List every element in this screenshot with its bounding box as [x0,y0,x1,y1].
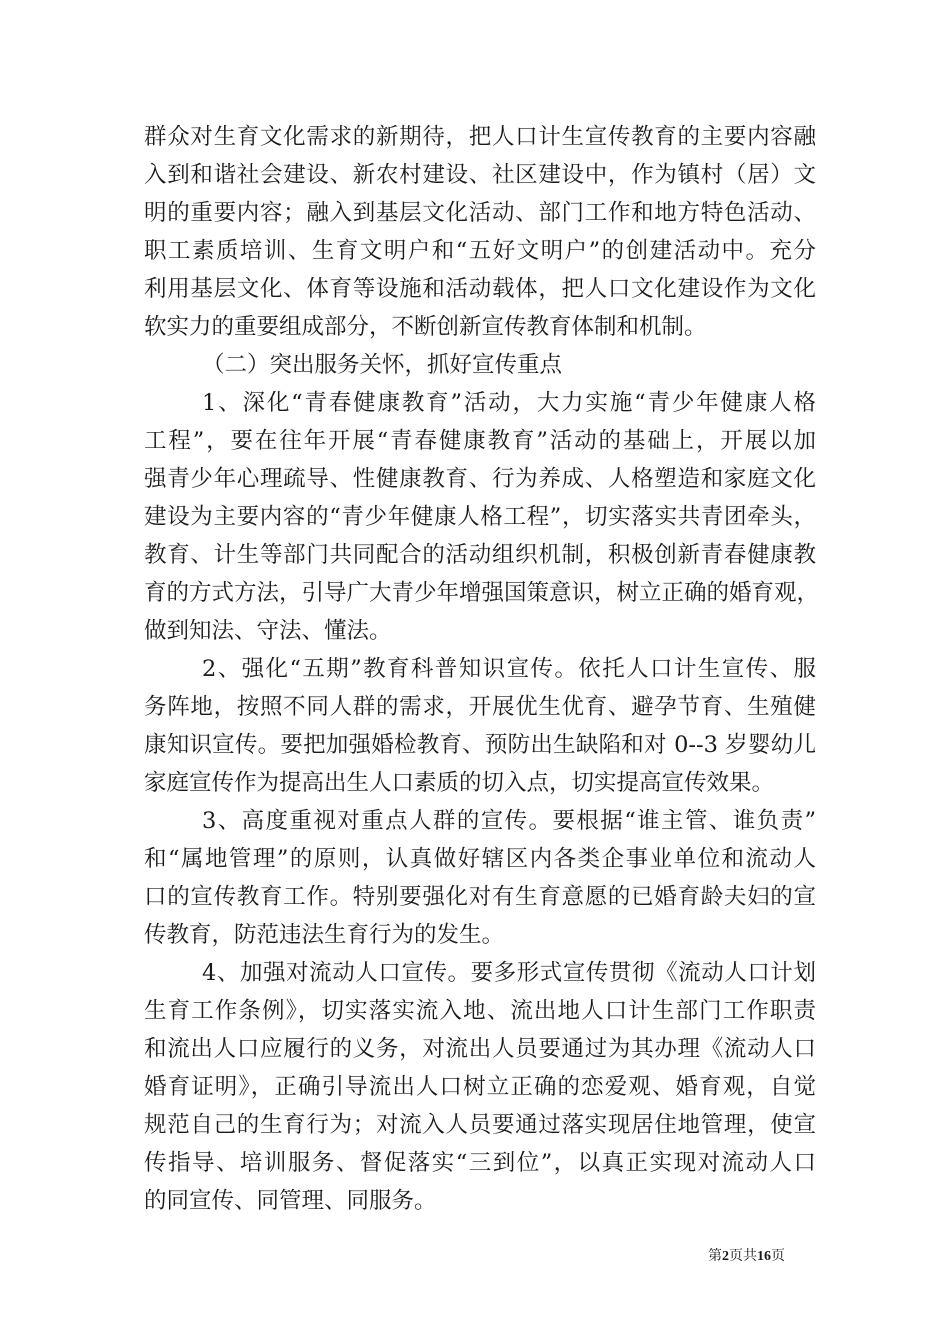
section-heading: （二）突出服务关怀，抓好宣传重点 [202,352,563,378]
paragraph-line: 明的重要内容；融入到基层文化活动、部门工作和地方特色活动、 [144,200,816,226]
paragraph-line: 1、深化“青春健康教育”活动，大力实施“青少年健康人格 [202,390,816,416]
footer-suffix: 页 [771,1248,785,1264]
paragraph-line: 规范自己的生育行为；对流入人员要通过落实现居住地管理，使宣 [144,1112,816,1138]
paragraph-line: 生育工作条例》，切实落实流入地、流出地人口计生部门工作职责 [144,998,816,1024]
paragraph-line: 教育、计生等部门共同配合的活动组织机制，积极创新青春健康教 [144,542,816,568]
paragraph-line: 婚育证明》，正确引导流出人口树立正确的恋爱观、婚育观，自觉 [144,1074,816,1100]
paragraph-line: 育的方式方法，引导广大青少年增强国策意识，树立正确的婚育观， [144,580,820,606]
page-number-footer [708,1247,818,1266]
paragraph-line: 和“属地管理”的原则，认真做好辖区内各类企事业单位和流动人 [144,846,816,872]
paragraph-line: 软实力的重要组成部分，不断创新宣传教育体制和机制。 [144,314,707,340]
paragraph-line: 群众对生育文化需求的新期待，把人口计生宣传教育的主要内容融 [144,124,816,150]
paragraph-line: 2、强化“五期”教育科普知识宣传。依托人口计生宣传、服 [202,656,816,682]
paragraph-line: 家庭宣传作为提高出生人口素质的切入点，切实提高宣传效果。 [144,770,775,796]
paragraph-line: 职工素质培训、生育文明户和“五好文明户”的创建活动中。充分 [144,238,816,264]
paragraph-line: 和流出人口应履行的义务，对流出人员要通过为其办理《流动人口 [144,1036,816,1062]
current-page-number: 2 [722,1249,729,1264]
paragraph-line: 3、高度重视对重点人群的宣传。要根据“谁主管、谁负责” [202,808,816,834]
total-page-count: 16 [757,1249,771,1264]
footer-prefix: 第 [708,1248,722,1264]
paragraph-line: 传指导、培训服务、督促落实“三到位”，以真正实现对流动人口 [144,1150,816,1176]
paragraph-line: 做到知法、守法、懂法。 [144,618,392,644]
paragraph-line: 建设为主要内容的“青少年健康人格工程”，切实落实共青团牵头， [144,504,816,530]
paragraph-line: 工程”，要在往年开展“青春健康教育”活动的基础上，开展以加 [144,428,816,454]
paragraph-line: 务阵地，按照不同人群的需求，开展优生优育、避孕节育、生殖健 [144,694,816,720]
paragraph-line: 强青少年心理疏导、性健康教育、行为养成、人格塑造和家庭文化 [144,466,816,492]
paragraph-line: 4、加强对流动人口宣传。要多形式宣传贯彻《流动人口计划 [202,960,816,986]
paragraph-line: 的同宣传、同管理、同服务。 [144,1188,437,1214]
paragraph-line: 入到和谐社会建设、新农村建设、社区建设中，作为镇村（居）文 [144,162,816,188]
paragraph-line: 口的宣传教育工作。特别要强化对有生育意愿的已婚育龄夫妇的宣 [144,884,816,910]
footer-middle: 页共 [729,1248,757,1264]
paragraph-line: 利用基层文化、体育等设施和活动载体，把人口文化建设作为文化 [144,276,816,302]
paragraph-line: 传教育，防范违法生育行为的发生。 [144,922,505,948]
paragraph-line: 康知识宣传。要把加强婚检教育、预防出生缺陷和对 0--3 岁婴幼儿 [144,732,816,758]
